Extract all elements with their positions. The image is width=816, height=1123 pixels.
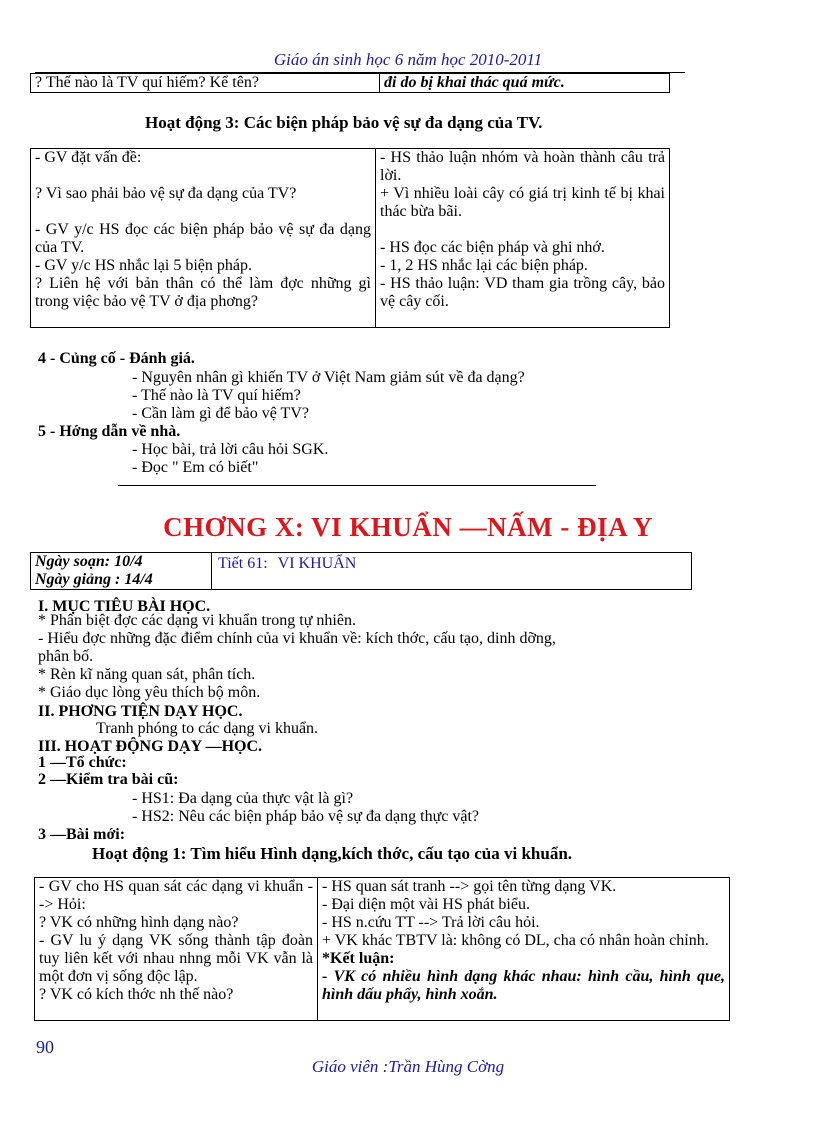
activity1-right-cell (318, 878, 730, 1021)
section4-item: - Cần làm gì để bảo vệ TV? (132, 405, 309, 422)
a3-left-line (35, 167, 371, 185)
section5-item: - Học bài, trả lời câu hỏi SGK. (132, 441, 329, 458)
ngay-soan: Ngày soạn: 10/4 (35, 553, 143, 570)
new-lesson-heading: 3 —Bài mới: (38, 826, 126, 843)
a1-left-line: - GV cho HS quan sát các dạng vi khuẩn --> Hỏi: (39, 878, 313, 913)
a3-right-line: - HS thảo luận: VD tham gia trồng cây, bảo vệ cây cối. (380, 275, 665, 310)
a1-right-line: - Đại diện một vài HS phát biểu. (322, 896, 530, 913)
materials-line: Tranh phóng to các dạng vi khuẩn. (96, 720, 319, 737)
objective-line: - Hiểu đợc những đặc điểm chính của vi khuẩn về: kích thớc, cấu tạo, dinh dỡng, (38, 630, 556, 647)
section5-item: - Đọc " Em có biết" (132, 459, 259, 476)
org-heading: 1 —Tổ chức: (38, 754, 127, 771)
page-number: 90 (36, 1037, 54, 1057)
tiet-label: Tiết 61: (218, 555, 268, 572)
a1-left-line: ? VK có kích thớc nh thế nào? (39, 986, 234, 1003)
lesson-title-cell (212, 553, 692, 590)
lesson-dates-cell (31, 553, 212, 590)
a3-left-line: ? Vì sao phải bảo vệ sự đa dạng của TV? (35, 185, 297, 202)
objective-line: * Giáo dục lòng yêu thích bộ môn. (38, 684, 261, 701)
section4-item: - Thế nào là TV quí hiếm? (132, 387, 301, 404)
a3-right-line: - HS thảo luận nhóm và hoàn thành câu trả lời. (380, 149, 665, 184)
a3-left-line: - GV y/c HS nhắc lại 5 biện pháp. (35, 257, 252, 274)
conclusion-label: *Kết luận: (322, 950, 395, 967)
activity3-table (30, 148, 670, 328)
section4-item: - Nguyên nhân gì khiến TV ở Việt Nam giảm sút về đa dạng? (132, 369, 525, 386)
section-divider (118, 485, 596, 486)
activity1-left-cell (35, 878, 318, 1021)
check-item: - HS1: Đa dạng của thực vật là gì? (132, 790, 354, 807)
lesson-info-table (30, 552, 692, 590)
a3-left-line: ? Liên hệ với bản thân có thể làm đợc những gì trong việc bảo vệ TV ở địa phơng? (35, 275, 371, 310)
activity3-left-cell (31, 149, 376, 328)
tiet-title: VI KHUẨN (277, 555, 357, 572)
section5-heading: 5 - Hớng dẫn về nhà. (38, 423, 181, 440)
objective-line: * Phân biệt đợc các dạng vi khuẩn trong tự nhiên. (38, 612, 356, 629)
chapter-title: CHƠNG X: VI KHUẨN —NẤM - ĐỊA Y (163, 512, 653, 542)
top-row-left: ? Thế nào là TV quí hiếm? Kể tên? (31, 74, 380, 93)
objective-line: * Rèn kĩ năng quan sát, phân tích. (38, 666, 256, 683)
page-header-title: Giáo án sinh học 6 năm học 2010-2011 (273, 50, 543, 69)
a3-right-line: - 1, 2 HS nhắc lại các biện pháp. (380, 257, 588, 274)
a3-right-line: - HS đọc các biện pháp và ghi nhớ. (380, 239, 605, 256)
a3-left-line (35, 203, 371, 221)
objective-line: phân bố. (38, 648, 94, 665)
a1-right-line: - HS quan sát tranh --> gọi tên từng dạng VK. (322, 878, 617, 895)
conclusion-text: - VK có nhiều hình dạng khác nhau: hình cầu, hình que, hình dấu phẩy, hình xoắn. (322, 968, 725, 1003)
objectives-heading: I. MỤC TIÊU BÀI HỌC. (38, 598, 211, 615)
activity1-heading: Hoạt động 1: Tìm hiểu Hình dạng,kích thớc, cấu tạo của vi khuẩn. (92, 844, 573, 863)
a3-right-line (380, 221, 665, 239)
a1-right-line: - HS n.cứu TT --> Trả lời câu hỏi. (322, 914, 540, 931)
activity3-heading: Hoạt động 3: Các biện pháp bảo vệ sự đa dạng của TV. (145, 113, 543, 132)
a3-right-line: + Vì nhiều loài cây có giá trị kinh tế bị khai thác bừa bãi. (380, 185, 665, 220)
section4-heading: 4 - Củng cố - Đánh giá. (38, 350, 195, 367)
footer-teacher: Giáo viên :Trần Hùng Cờng (311, 1057, 505, 1076)
a1-right-line: + VK khác TBTV là: không có DL, cha có nhân hoàn chỉnh. (322, 932, 709, 949)
check-item: - HS2: Nêu các biện pháp bảo vệ sự đa dạng thực vật? (132, 808, 480, 825)
activities-heading: III. HOẠT ĐỘNG DẠY —HỌC. (38, 738, 263, 755)
a3-left-line: - GV y/c HS đọc các biện pháp bảo vệ sự đa dạng của TV. (35, 221, 371, 256)
materials-heading: II. PHƠNG TIỆN DẠY HỌC. (38, 703, 243, 720)
a1-left-line: - GV lu ý dạng VK sống thành tập đoàn tuy liên kết với nhau nhng mỗi VK vẫn là một đơn vị sống độc lập. (39, 932, 313, 985)
a1-left-line: ? VK có những hình dạng nào? (39, 914, 239, 931)
top-row-table (30, 73, 670, 93)
check-heading: 2 —Kiểm tra bài cũ: (38, 771, 179, 788)
top-row-right: đi do bị khai thác quá mức. (380, 74, 670, 93)
activity1-table (34, 877, 730, 1021)
activity3-right-cell (376, 149, 670, 328)
a3-left-line: - GV đặt vấn đề: (35, 149, 142, 166)
ngay-giang: Ngày giảng : 14/4 (35, 571, 153, 588)
